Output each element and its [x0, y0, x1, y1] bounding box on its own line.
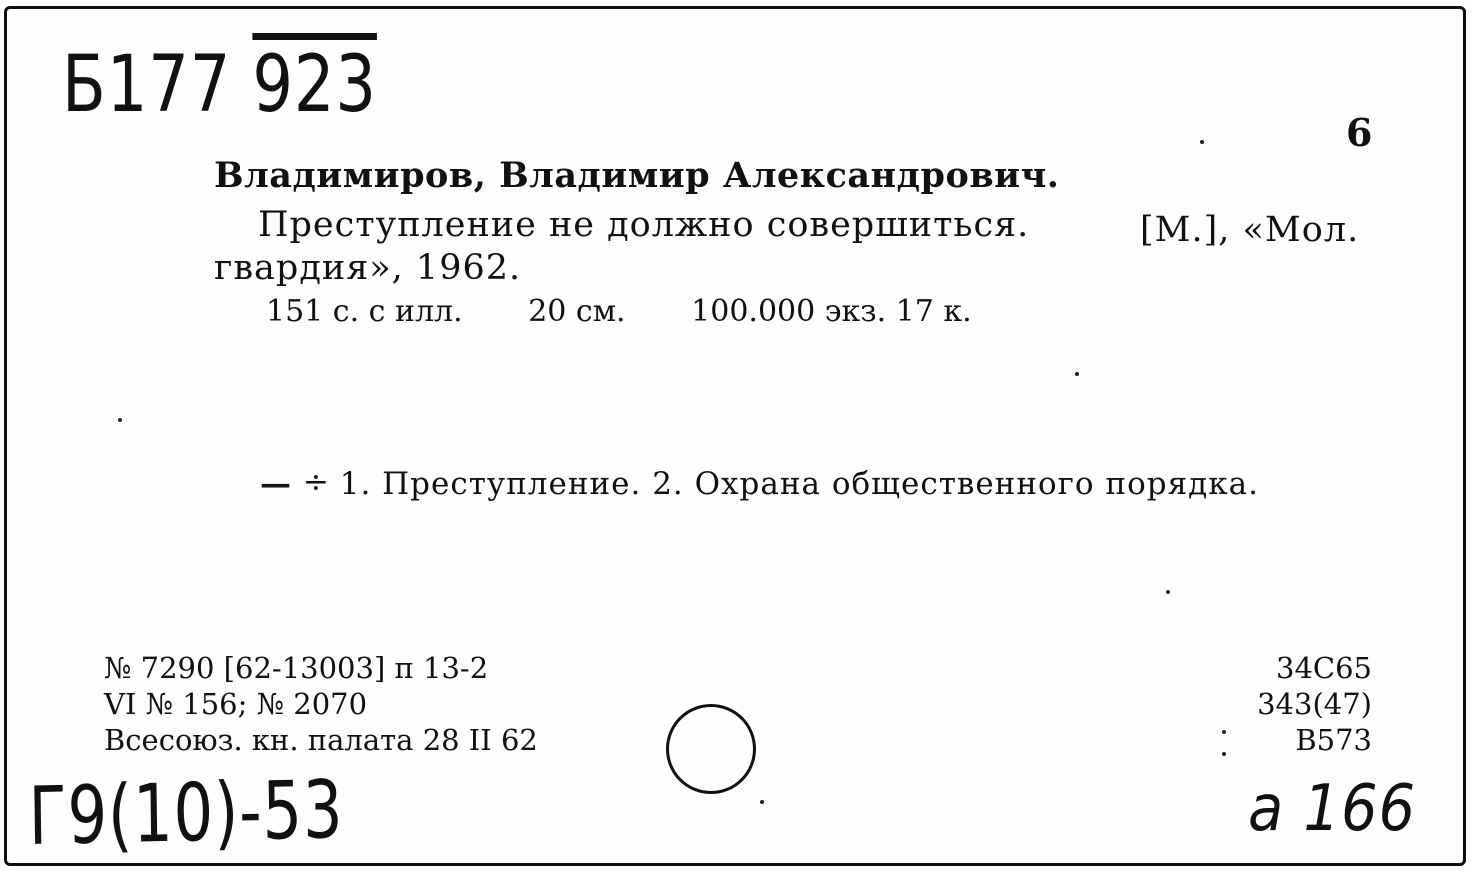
speck	[1075, 372, 1079, 376]
speck	[760, 800, 764, 804]
footer-classification	[1250, 650, 1372, 758]
handwritten-inventory-mark: a 166	[1248, 772, 1417, 846]
speck	[118, 418, 122, 422]
physical-description	[266, 294, 1028, 329]
speck	[1166, 590, 1170, 594]
speck	[1222, 730, 1226, 734]
subject-mark: ÷	[302, 464, 330, 500]
classification-line: 34С65	[1276, 651, 1372, 685]
subject-headings	[260, 466, 1259, 502]
classification-line: 343(47)	[1257, 687, 1372, 721]
handwritten-shelf-mark	[62, 40, 377, 130]
shelf-mark-number: 923	[252, 40, 377, 130]
book-title: Преступление не должно совершиться.	[258, 205, 1030, 245]
subject-list: 1. Преступление. 2. Охрана общественного порядка.	[339, 466, 1259, 502]
author-heading: Владимиров, Владимир Александрович.	[214, 155, 1060, 196]
footer-line: VI № 156; № 2070	[104, 687, 368, 721]
imprint-publisher-year: гвардия», 1962.	[214, 248, 522, 288]
card-number: 6	[1346, 110, 1373, 155]
imprint-place: [M.], «Мол.	[1140, 210, 1360, 250]
handwritten-bottom-code: Г9(10)-53	[28, 762, 345, 863]
size-info: 20 см.	[528, 294, 626, 329]
punch-hole	[666, 704, 756, 794]
footer-line: Всесоюз. кн. палата 28 II 62	[104, 723, 538, 757]
shelf-mark-code: Б177	[62, 40, 232, 130]
pages-info: 151 с. с илл.	[266, 294, 463, 329]
edition-info: 100.000 экз. 17 к.	[691, 294, 972, 329]
subject-dash: —	[260, 466, 292, 502]
classification-line: В573	[1295, 723, 1372, 757]
footer-registration	[104, 650, 538, 758]
speck	[1222, 752, 1226, 756]
footer-line: № 7290 [62-13003] п 13-2	[104, 651, 489, 685]
speck	[1200, 140, 1204, 144]
